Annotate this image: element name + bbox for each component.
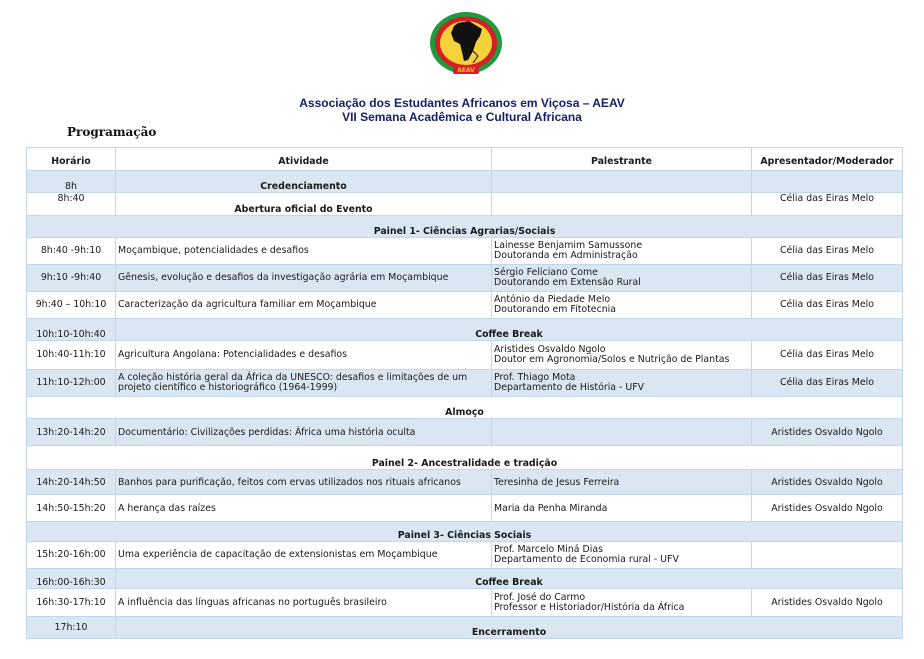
speaker-title: Departamento de História - UFV — [494, 382, 645, 393]
activity-line: projeto científico e historiográfico (1964-1999) — [118, 382, 338, 393]
activity-cell: Agricultura Angolana: Potencialidades e desafios — [116, 341, 492, 370]
header-line-1: Associação dos Estudantes Africanos em Viçosa – AEAV — [299, 96, 625, 110]
panel-title: Painel 1- Ciências Agrarias/Sociais — [27, 216, 903, 238]
header-line-2: VII Semana Acadêmica e Cultural Africana — [342, 110, 582, 124]
speaker-name: Prof. Marcelo Miná Dias — [494, 544, 603, 555]
speaker-title: Doutorando em Extensão Rural — [494, 277, 641, 288]
panel-title: Painel 3- Ciências Sociais — [27, 522, 903, 542]
moderator-cell: Aristides Osvaldo Ngolo — [752, 470, 903, 495]
table-row — [27, 542, 903, 569]
logo-text: AEAV — [457, 67, 475, 74]
column-header-time: Horário — [27, 148, 116, 171]
speaker-cell — [492, 265, 752, 292]
panel-title: Painel 2- Ancestralidade e tradição — [27, 446, 903, 470]
table-row — [27, 589, 903, 617]
break-cell: Almoço — [27, 397, 903, 419]
table-row — [27, 370, 903, 397]
activity-cell: Credenciamento — [116, 171, 492, 193]
speaker-cell — [492, 171, 752, 193]
moderator-cell: Aristides Osvaldo Ngolo — [752, 419, 903, 446]
speaker-name: António da Piedade Melo — [494, 294, 611, 305]
column-header-speaker: Palestrante — [492, 148, 752, 171]
table-row — [27, 617, 903, 639]
speaker-name: Prof. Thiago Mota — [494, 372, 576, 383]
table-row — [27, 238, 903, 265]
activity-cell: A herança das raízes — [116, 495, 492, 522]
time-cell: 14h:50-15h:20 — [27, 495, 116, 522]
table-row — [27, 193, 903, 216]
time-cell: 15h:20-16h:00 — [27, 542, 116, 569]
table-row — [27, 171, 903, 193]
column-header-moderator: Apresentador/Moderador — [752, 148, 903, 171]
table-row — [27, 419, 903, 446]
speaker-title: Doutorando em Fitotecnia — [494, 304, 617, 315]
speaker-cell — [492, 341, 752, 370]
moderator-cell: Aristides Osvaldo Ngolo — [752, 589, 903, 617]
moderator-cell: Célia das Eiras Melo — [752, 370, 903, 397]
time-cell: 16h:30-17h:10 — [27, 589, 116, 617]
speaker-title: Departamento de Economia rural - UFV — [494, 554, 679, 565]
time-cell: 9h:40 – 10h:10 — [27, 292, 116, 319]
table-header-row — [27, 148, 903, 171]
activity-cell: Documentário: Civilizações perdidas: África uma história oculta — [116, 419, 492, 446]
aeav-logo — [413, 7, 519, 83]
break-cell: Coffee Break — [116, 319, 903, 341]
activity-cell: Uma experiência de capacitação de extensionistas em Moçambique — [116, 542, 492, 569]
speaker-cell — [492, 589, 752, 617]
time-cell: 14h:20-14h:50 — [27, 470, 116, 495]
activity-cell: Gênesis, evolução e desafios da investigação agrária em Moçambique — [116, 265, 492, 292]
speaker-cell — [492, 419, 752, 446]
table-row — [27, 495, 903, 522]
table-row — [27, 319, 903, 341]
time-cell: 17h:10 — [27, 617, 116, 639]
table-row — [27, 341, 903, 370]
speaker-name: Prof. José do Carmo — [494, 591, 586, 603]
activity-cell: A influência das línguas africanas no português brasileiro — [116, 589, 492, 617]
speaker-name: Sérgio Feliciano Come — [494, 267, 598, 278]
table-row — [27, 397, 903, 419]
panel-row — [27, 216, 903, 238]
moderator-cell: Célia das Eiras Melo — [752, 193, 903, 216]
speaker-cell — [492, 370, 752, 397]
panel-row — [27, 522, 903, 542]
moderator-cell: Célia das Eiras Melo — [752, 238, 903, 265]
break-cell: Coffee Break — [116, 569, 903, 589]
moderator-cell: Célia das Eiras Melo — [752, 341, 903, 370]
time-cell: 10h:40-11h:10 — [27, 341, 116, 370]
speaker-name: Lainesse Benjamim Samussone — [494, 240, 643, 251]
time-cell: 8h:40 -9h:10 — [27, 238, 116, 265]
activity-cell: Abertura oficial do Evento — [116, 193, 492, 216]
moderator-cell: Célia das Eiras Melo — [752, 292, 903, 319]
moderator-cell — [752, 542, 903, 569]
time-cell: 13h:20-14h:20 — [27, 419, 116, 446]
time-cell: 9h:10 -9h:40 — [27, 265, 116, 292]
table-row — [27, 292, 903, 319]
section-title: Programação — [67, 125, 157, 139]
speaker-cell: Maria da Penha Miranda — [492, 495, 752, 522]
activity-cell: Caracterização da agricultura familiar em Moçambique — [116, 292, 492, 319]
activity-line: A coleção história geral da África da UNESCO: desafios e limitações de um — [118, 372, 468, 383]
moderator-cell: Aristides Osvaldo Ngolo — [752, 495, 903, 522]
speaker-cell — [492, 542, 752, 569]
speaker-cell — [492, 238, 752, 265]
speaker-title: Doutoranda em Administração — [494, 250, 638, 261]
speaker-cell — [492, 193, 752, 216]
table-row — [27, 265, 903, 292]
speaker-title: Doutor em Agronomia/Solos e Nutrição de Plantas — [494, 354, 730, 365]
time-cell: 8h:40 — [27, 193, 116, 216]
activity-cell — [116, 370, 492, 397]
speaker-name: Aristides Osvaldo Ngolo — [494, 344, 606, 355]
activity-cell: Moçambique, potencialidades e desafios — [116, 238, 492, 265]
speaker-cell — [492, 292, 752, 319]
time-cell: 16h:00-16h:30 — [27, 569, 116, 589]
time-cell: 10h:10-10h:40 — [27, 319, 116, 341]
time-cell: 11h:10-12h:00 — [27, 370, 116, 397]
schedule-table — [26, 147, 903, 639]
speaker-title: Professor e Historiador/História da África — [494, 601, 685, 613]
time-cell: 8h — [27, 171, 116, 193]
column-header-activity: Atividade — [116, 148, 492, 171]
moderator-cell: Célia das Eiras Melo — [752, 265, 903, 292]
activity-cell: Banhos para purificação, feitos com ervas utilizados nos rituais africanos — [116, 470, 492, 495]
closing-cell: Encerramento — [116, 617, 903, 639]
table-row — [27, 470, 903, 495]
speaker-cell: Teresinha de Jesus Ferreira — [492, 470, 752, 495]
table-row — [27, 569, 903, 589]
moderator-cell — [752, 171, 903, 193]
panel-row — [27, 446, 903, 470]
